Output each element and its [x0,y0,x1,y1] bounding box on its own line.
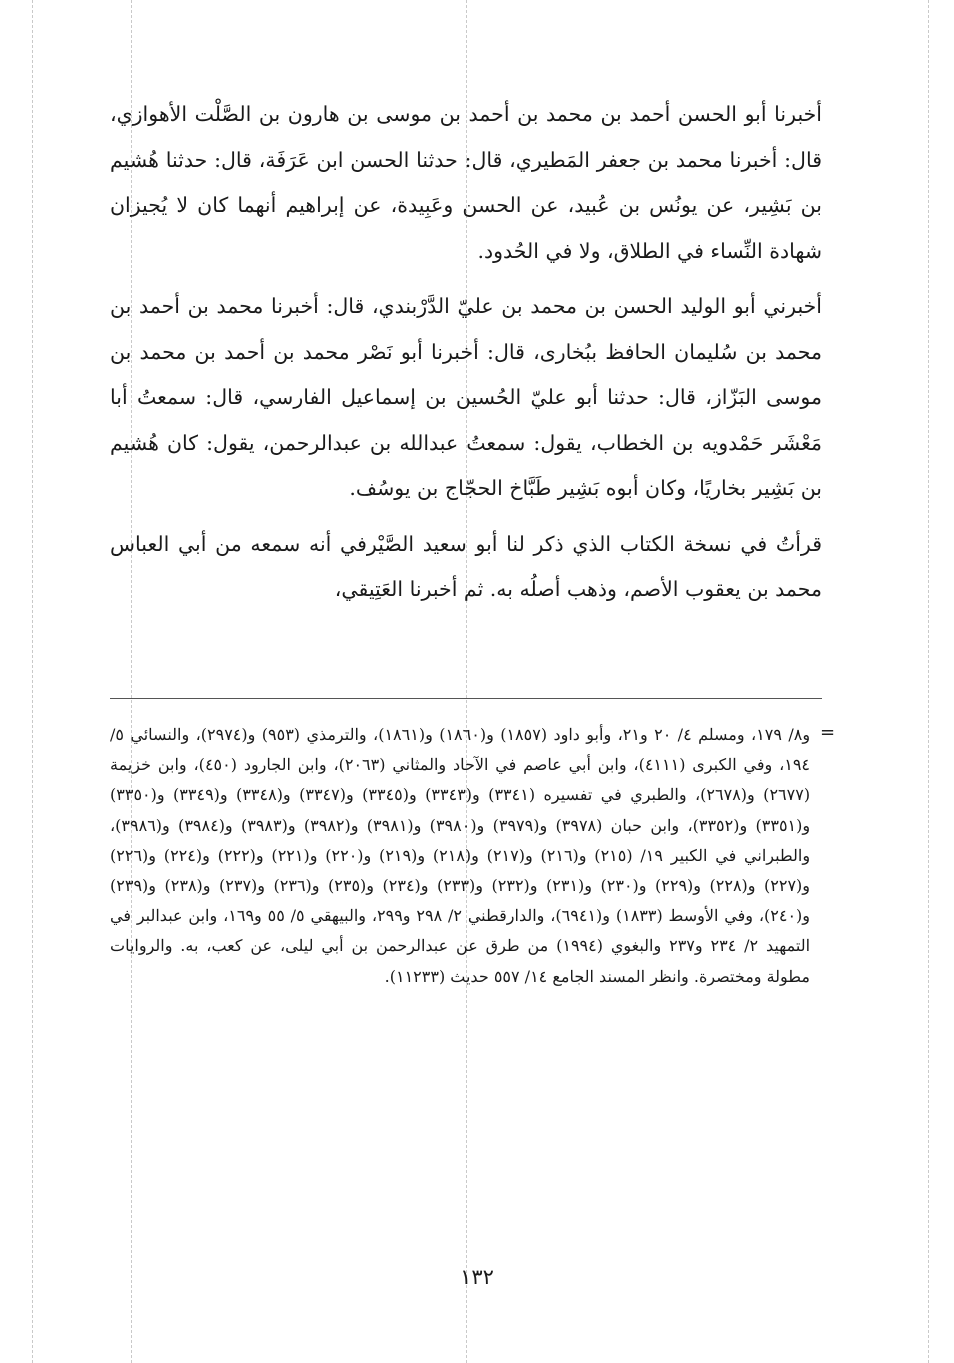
scan-guide-line [32,0,33,1363]
main-text [110,92,822,613]
paragraph: أخبرني أبو الوليد الحسن بن محمد بن عليّ الدَّرْبندي، قال: أخبرنا محمد بن أحمد بن محمد بن سُليمان الحافظ ببُخارى، قال: أخبرنا أبو نَصْر محمد بن أحمد بن محمد بن موسى البَزّاز، قال: حدثنا أبو عليّ الحُسين بن إسماعيل الفارسي، قال: سمعتُ أبا مَعْشَر حَمْدويه بن الخطاب، يقول: سمعتُ عبدالله بن عبدالرحمن، يقول: كان هُشيم بن بَشِير بخاريًا، وكان أبوه بَشِير طَبَّاخ الحجّاج بن يوسُف. [110,294,822,500]
scan-guide-line [928,0,929,1363]
footnote-separator [110,698,822,699]
paragraph: أخبرنا أبو الحسن أحمد بن محمد بن أحمد بن موسى بن هارون بن الصَّلْت الأهوازي، قال: أخبرنا محمد بن جعفر المَطيري، قال: حدثنا الحسن ابن عَرَفَة، قال: حدثنا هُشيم بن بَشِير، عن يونُس بن عُبيد، عن الحسن وعَبِيدة، عن إبراهيم أنهما كان لا يُجيزان شهادة النِّساء في الطلاق، ولا في الحُدود. [110,102,822,263]
paragraph: قرأتُ في نسخة الكتاب الذي ذكر لنا أبو سعيد الصَّيْرفي أنه سمعه من أبي العباس محمد بن يعقوب الأصم، وذهب أصلُه به. ثم أخبرنا العَتِيقي، [110,531,822,601]
footnote-continuation-marker: = [820,722,836,743]
page-number: ١٣٢ [460,1265,494,1289]
footnote-text: و٨/ ١٧٩، ومسلم ٤/ ٢٠ و٢١، وأبو داود (١٨٥٧) و(١٨٦٠) و(١٨٦١)، والترمذي (٩٥٣) و(٢٩٧٤)، والنسائي ٥/ ١٩٤، وفي الكبرى (٤١١١)، وابن أبي عاصم في الآحاد والمثاني (٢٠٦٣)، وابن الجارود (٤٥٠)، وابن خزيمة (٢٦٧٧) و(٢٦٧٨)، والطبري في تفسيره (٣٣٤١) و(٣٣٤٣) و(٣٣٤٥) و(٣٣٤٧) و(٣٣٤٨) و(٣٣٤٩) و(٣٣٥٠) و(٣٣٥١) و(٣٣٥٢)، وابن حبان (٣٩٧٨) و(٣٩٧٩) و(٣٩٨٠) و(٣٩٨١) و(٣٩٨٢) و(٣٩٨٣) و(٣٩٨٤) و(٣٩٨٦)، والطبراني في الكبير ١٩/ (٢١٥) و(٢١٦) و(٢١٧) و(٢١٨) و(٢١٩) و(٢٢٠) و(٢٢١) و(٢٢٢) و(٢٢٤) و(٢٢٦) و(٢٢٧) و(٢٢٨) و(٢٢٩) و(٢٣٠) و(٢٣١) و(٢٣٢) و(٢٣٣) و(٢٣٤) و(٢٣٥) و(٢٣٦) و(٢٣٧) و(٢٣٨) و(٢٣٩) و(٢٤٠)، وفي الأوسط (١٨٣٣) و(٦٩٤١)، والدارقطني ٢/ ٢٩٨ و٢٩٩، والبيهقي ٥/ ٥٥ و١٦٩، وابن عبدالبر في التمهيد ٢/ ٢٣٤ و٢٣٧ والبغوي (١٩٩٤) من طرق عن عبدالرحمن بن أبي ليلى، عن كعب، به. والروايات مطولة ومختصرة. وانظر المسند الجامع ١٤/ ٥٥٧ حديث (١١٢٣٣). [110,725,811,986]
footnote [110,720,810,992]
